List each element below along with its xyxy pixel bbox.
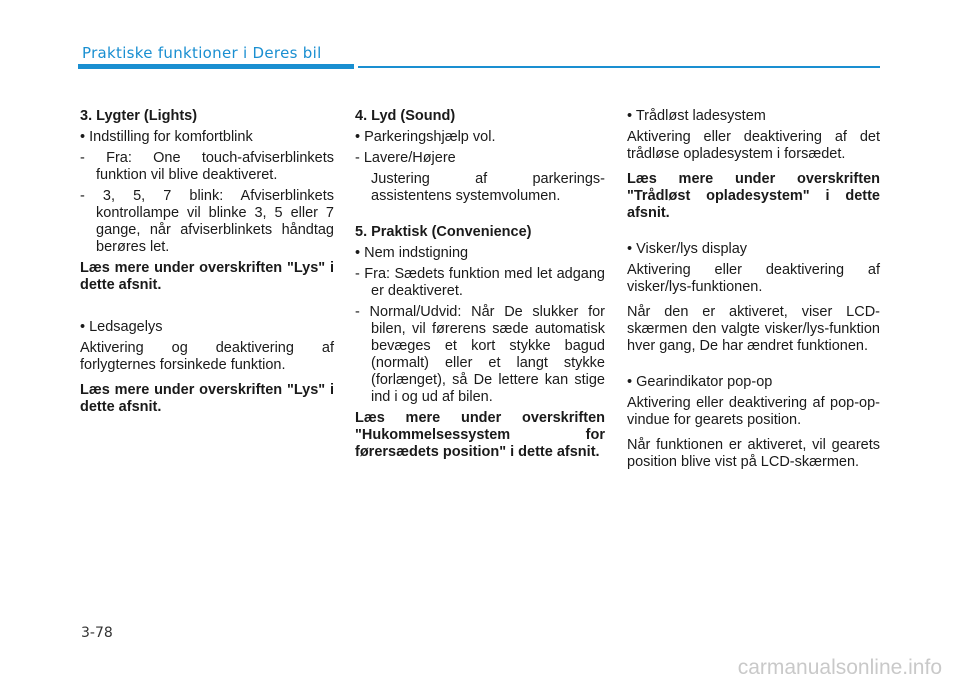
header-rule-thick — [78, 64, 354, 69]
bullet-ledsagelys: • Ledsagelys — [80, 319, 163, 335]
header-rule-thin — [358, 66, 880, 68]
bullet-parkeringshjaelp: • Parkeringshjælp vol. — [355, 129, 496, 145]
paragraph-ledsagelys: Aktivering og deaktivering af forlygternes forsinkede funktion. — [80, 340, 334, 373]
dash-item-fra: - Fra: One touch-afviserblinkets funktion vil blive deaktiveret. — [80, 150, 334, 183]
paragraph-parkering-volumen: Justering af parkerings- assistentens systemvolumen. — [371, 171, 605, 204]
reference-hukommelsessystem: Læs mere under overskriften "Hukommelsessystem for førersædets position" i dette afsnit. — [355, 410, 605, 460]
bullet-nem-indstigning: • Nem indstigning — [355, 245, 469, 261]
dash-item-normal-udvid: - Normal/Udvid: Når De slukker for bilen, vil førerens sæde automatisk bevæges et kort stykke bagud (normalt) eller et langt stykke (forlænget), så De lettere kan stige ind i og ud af bilen. — [355, 304, 605, 405]
reference-lys-2: Læs mere under overskriften "Lys" i dette afsnit. — [80, 382, 334, 415]
bullet-traadloest-ladesystem: • Trådløst ladesystem — [627, 108, 766, 124]
column-middle — [355, 108, 605, 469]
paragraph-ladesystem: Aktivering eller deaktivering af det trådløse opladesystem i forsædet. — [627, 129, 880, 162]
column-right — [627, 108, 880, 479]
page-number: 3-78 — [81, 625, 113, 641]
bullet-komfortblink: • Indstilling for komfortblink — [80, 129, 253, 145]
paragraph-visker-lys-lcd: Når den er aktiveret, viser LCD-skærmen den valgte visker/lys-funktion hver gang, De har ændret funktionen. — [627, 304, 880, 354]
heading-convenience: 5. Praktisk (Convenience) — [355, 224, 532, 240]
watermark: carmanualsonline.info — [737, 656, 942, 679]
paragraph-gearindikator: Aktivering eller deaktivering af pop-op-vindue for gearets position. — [627, 395, 880, 428]
paragraph-visker-lys: Aktivering eller deaktivering af visker/lys-funktionen. — [627, 262, 880, 295]
dash-item-blink: - 3, 5, 7 blink: Afviserblinkets kontrollampe vil blinke 3, 5 eller 7 gange, når afviserblinkets håndtag berøres let. — [80, 188, 334, 255]
paragraph-gearindikator-lcd: Når funktionen er aktiveret, vil gearets position blive vist på LCD-skærmen. — [627, 437, 880, 470]
dash-item-lavere-hojere: - Lavere/Højere — [355, 150, 456, 166]
heading-lights: 3. Lygter (Lights) — [80, 108, 198, 124]
dash-item-fra-saede: - Fra: Sædets funktion med let adgang er deaktiveret. — [355, 266, 605, 299]
bullet-visker-lys: • Visker/lys display — [627, 241, 748, 257]
column-left — [80, 108, 334, 424]
section-header: Praktiske funktioner i Deres bil — [82, 44, 322, 62]
bullet-gearindikator: • Gearindikator pop-op — [627, 374, 773, 390]
heading-sound: 4. Lyd (Sound) — [355, 108, 456, 124]
reference-opladesystem: Læs mere under overskriften "Trådløst opladesystem" i dette afsnit. — [627, 171, 880, 221]
reference-lys-1: Læs mere under overskriften "Lys" i dette afsnit. — [80, 260, 334, 293]
